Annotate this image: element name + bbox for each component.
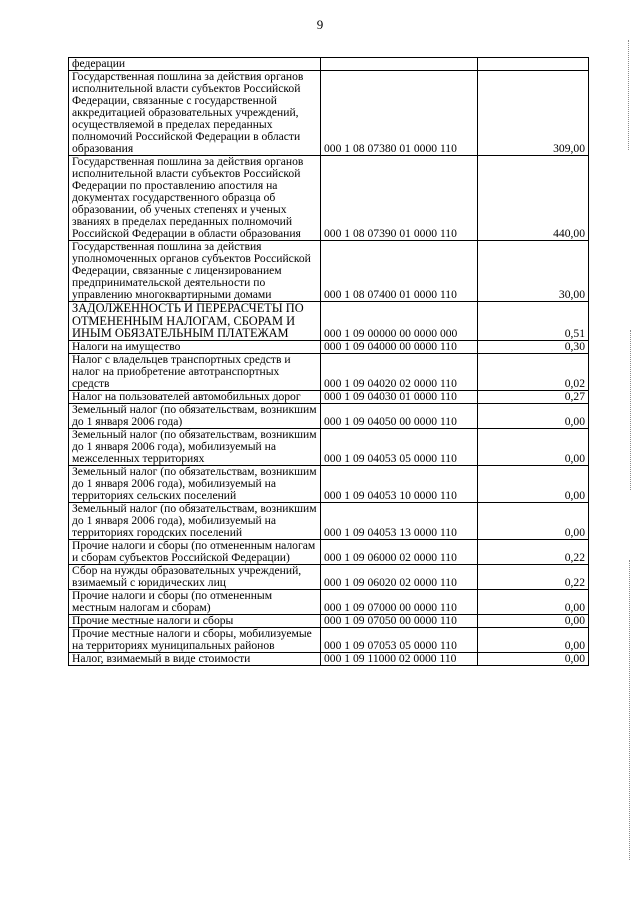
table-row <box>69 652 589 665</box>
code-cell: 000 1 09 06020 02 0000 110 <box>321 564 478 589</box>
scan-edge-mark <box>630 330 631 490</box>
code-cell: 000 1 09 07000 00 0000 110 <box>321 589 478 614</box>
page-number: 9 <box>316 17 324 32</box>
amount-cell: 0,02 <box>478 353 589 390</box>
code-cell: 000 1 09 04050 00 0000 110 <box>321 403 478 428</box>
amount-cell: 0,00 <box>478 465 589 502</box>
code-cell: 000 1 09 04053 13 0000 110 <box>321 502 478 539</box>
code-cell: 000 1 09 11000 02 0000 110 <box>321 652 478 665</box>
code-cell: 000 1 08 07400 01 0000 110 <box>321 241 478 302</box>
budget-revenue-table <box>68 57 589 666</box>
name-cell: Налог, взимаемый в виде стоимости <box>69 652 321 665</box>
code-cell <box>321 58 478 71</box>
name-cell: Земельный налог (по обязательствам, возникшим до 1 января 2006 года) <box>69 403 321 428</box>
table-row <box>69 428 589 465</box>
amount-cell: 0,00 <box>478 614 589 627</box>
name-cell: Прочие местные налоги и сборы, мобилизуемые на территориях муниципальных районов <box>69 627 321 652</box>
table-row <box>69 390 589 403</box>
table-row <box>69 353 589 390</box>
name-cell: Прочие местные налоги и сборы <box>69 614 321 627</box>
table-row <box>69 614 589 627</box>
name-cell: Сбор на нужды образовательных учреждений, взимаемый с юридических лиц <box>69 564 321 589</box>
code-cell: 000 1 09 04030 01 0000 110 <box>321 390 478 403</box>
amount-cell: 0,00 <box>478 589 589 614</box>
amount-cell: 0,00 <box>478 502 589 539</box>
code-cell: 000 1 08 07390 01 0000 110 <box>321 156 478 241</box>
table-row <box>69 627 589 652</box>
table-row <box>69 156 589 241</box>
table-row <box>69 539 589 564</box>
name-cell: Государственная пошлина за действия органов исполнительной власти субъектов Российской Федерации, связанные с государственной аккредитацией образовательных учреждений, осуществляемой в пределах переданных полномочий Российской Федерации в области образования <box>69 71 321 156</box>
code-cell: 000 1 09 04053 05 0000 110 <box>321 428 478 465</box>
amount-cell: 0,00 <box>478 428 589 465</box>
name-cell: Прочие налоги и сборы (по отмененным местным налогам и сборам) <box>69 589 321 614</box>
name-cell: Государственная пошлина за действия органов исполнительной власти субъектов Российской Федерации по проставлению апостиля на документах государственного образца об образовании, об ученых степенях и ученых званиях в пределах переданных полномочий Российской Федерации в области образования <box>69 156 321 241</box>
amount-cell <box>478 58 589 71</box>
amount-cell: 30,00 <box>478 241 589 302</box>
amount-cell: 0,00 <box>478 652 589 665</box>
table-row <box>69 465 589 502</box>
table-row <box>69 71 589 156</box>
table-row <box>69 403 589 428</box>
name-cell: ЗАДОЛЖЕННОСТЬ И ПЕРЕРАСЧЕТЫ ПО ОТМЕНЕННЫМ НАЛОГАМ, СБОРАМ И ИНЫМ ОБЯЗАТЕЛЬНЫМ ПЛАТЕЖАМ <box>69 302 321 341</box>
table-row <box>69 340 589 353</box>
name-cell: Земельный налог (по обязательствам, возникшим до 1 января 2006 года), мобилизуемый на межселенных территориях <box>69 428 321 465</box>
amount-cell: 0,00 <box>478 403 589 428</box>
code-cell: 000 1 09 04000 00 0000 110 <box>321 340 478 353</box>
name-cell: Прочие налоги и сборы (по отмененным налогам и сборам субъектов Российской Федерации) <box>69 539 321 564</box>
amount-cell: 0,51 <box>478 302 589 341</box>
name-cell: Налоги на имущество <box>69 340 321 353</box>
table-row <box>69 58 589 71</box>
name-cell: Земельный налог (по обязательствам, возникшим до 1 января 2006 года), мобилизуемый на территориях сельских поселений <box>69 465 321 502</box>
code-cell: 000 1 08 07380 01 0000 110 <box>321 71 478 156</box>
name-cell: Государственная пошлина за действия уполномоченных органов субъектов Российской Федерации, связанные с лицензированием предпринимательской деятельности по управлению многоквартирными домами <box>69 241 321 302</box>
code-cell: 000 1 09 04020 02 0000 110 <box>321 353 478 390</box>
code-cell: 000 1 09 00000 00 0000 000 <box>321 302 478 341</box>
amount-cell: 0,22 <box>478 564 589 589</box>
table-row <box>69 241 589 302</box>
amount-cell: 0,30 <box>478 340 589 353</box>
amount-cell: 0,27 <box>478 390 589 403</box>
scan-edge-mark <box>629 560 630 860</box>
table-row <box>69 564 589 589</box>
amount-cell: 0,00 <box>478 627 589 652</box>
code-cell: 000 1 09 04053 10 0000 110 <box>321 465 478 502</box>
amount-cell: 309,00 <box>478 71 589 156</box>
name-cell: Земельный налог (по обязательствам, возникшим до 1 января 2006 года), мобилизуемый на территориях городских поселений <box>69 502 321 539</box>
table-row <box>69 589 589 614</box>
scan-edge-mark <box>628 40 629 150</box>
budget-revenue-table-container <box>68 57 589 666</box>
table-row <box>69 302 589 341</box>
table-row <box>69 502 589 539</box>
code-cell: 000 1 09 07053 05 0000 110 <box>321 627 478 652</box>
name-cell: Налог с владельцев транспортных средств и налог на приобретение автотранспортных средств <box>69 353 321 390</box>
amount-cell: 0,22 <box>478 539 589 564</box>
code-cell: 000 1 09 06000 02 0000 110 <box>321 539 478 564</box>
amount-cell: 440,00 <box>478 156 589 241</box>
name-cell: федерации <box>69 58 321 71</box>
code-cell: 000 1 09 07050 00 0000 110 <box>321 614 478 627</box>
table-body <box>69 58 589 666</box>
name-cell: Налог на пользователей автомобильных дорог <box>69 390 321 403</box>
